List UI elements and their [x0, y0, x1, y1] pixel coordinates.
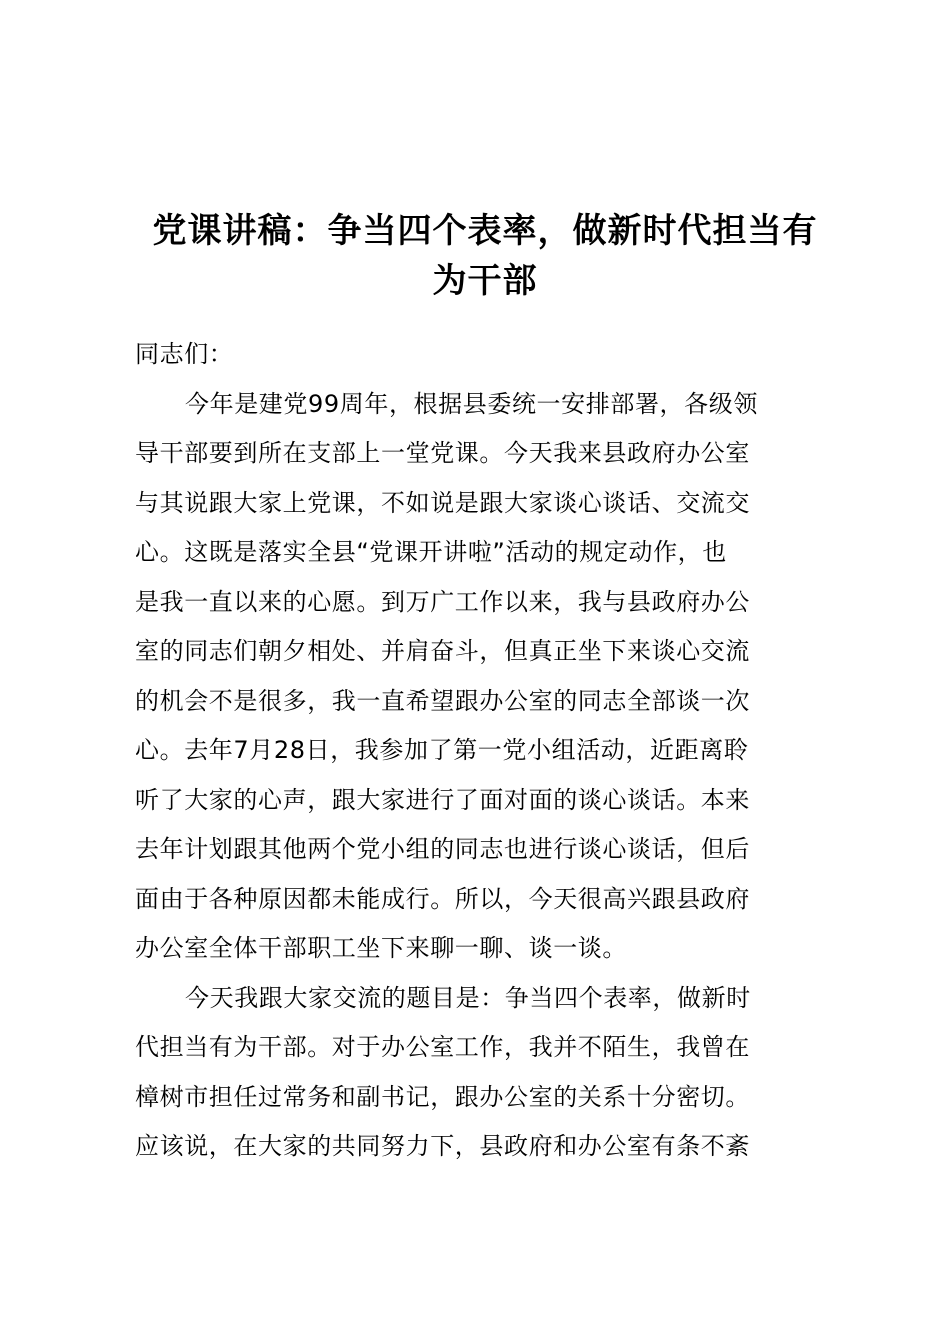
paragraph-1-line-7: 的机会不是很多，我一直希望跟办公室的同志全部谈一次	[135, 686, 750, 715]
paragraph-2-line-1: 今天我跟大家交流的题目是：争当四个表率，做新时	[185, 983, 751, 1012]
paragraph-1-line-2: 导干部要到所在支部上一堂党课。今天我来县政府办公室	[135, 439, 750, 467]
paragraph-1-line-6: 室的同志们朝夕相处、并肩奋斗，但真正坐下来谈心交流	[135, 637, 750, 665]
paragraph-1-line-4: 心。这既是落实全县“党课开讲啦”活动的规定动作，也	[135, 538, 727, 566]
title-line-2: 为干部	[432, 260, 538, 301]
document-body	[135, 330, 835, 1172]
paragraph-2-line-3: 樟树市担任过常务和副书记，跟办公室的关系十分密切。	[135, 1082, 750, 1111]
paragraph-1-line-1: 今年是建党99周年，根据县委统一安排部署，各级领	[185, 389, 758, 418]
document-title	[120, 206, 850, 305]
paragraph-1-line-12: 办公室全体干部职工坐下来聊一聊、谈一谈。	[135, 934, 627, 962]
salutation: 同志们：	[135, 340, 234, 368]
title-line-1: 党课讲稿：争当四个表率，做新时代担当有	[152, 211, 818, 251]
paragraph-2-line-4: 应该说，在大家的共同努力下，县政府和办公室有条不紊	[135, 1132, 750, 1160]
paragraph-1-line-8: 心。去年7月28日，我参加了第一党小组活动，近距离聆	[135, 736, 749, 764]
paragraph-1-line-9: 听了大家的心声，跟大家进行了面对面的谈心谈话。本来	[135, 785, 750, 814]
paragraph-1-line-5: 是我一直以来的心愿。到万广工作以来，我与县政府办公	[135, 587, 750, 616]
paragraph-1-line-3: 与其说跟大家上党课，不如说是跟大家谈心谈话、交流交	[135, 488, 750, 517]
paragraph-1-line-11: 面由于各种原因都未能成行。所以，今天很高兴跟县政府	[135, 884, 750, 913]
paragraph-1-line-10: 去年计划跟其他两个党小组的同志也进行谈心谈话，但后	[135, 835, 750, 863]
paragraph-2-line-2: 代担当有为干部。对于办公室工作，我并不陌生，我曾在	[135, 1033, 750, 1061]
